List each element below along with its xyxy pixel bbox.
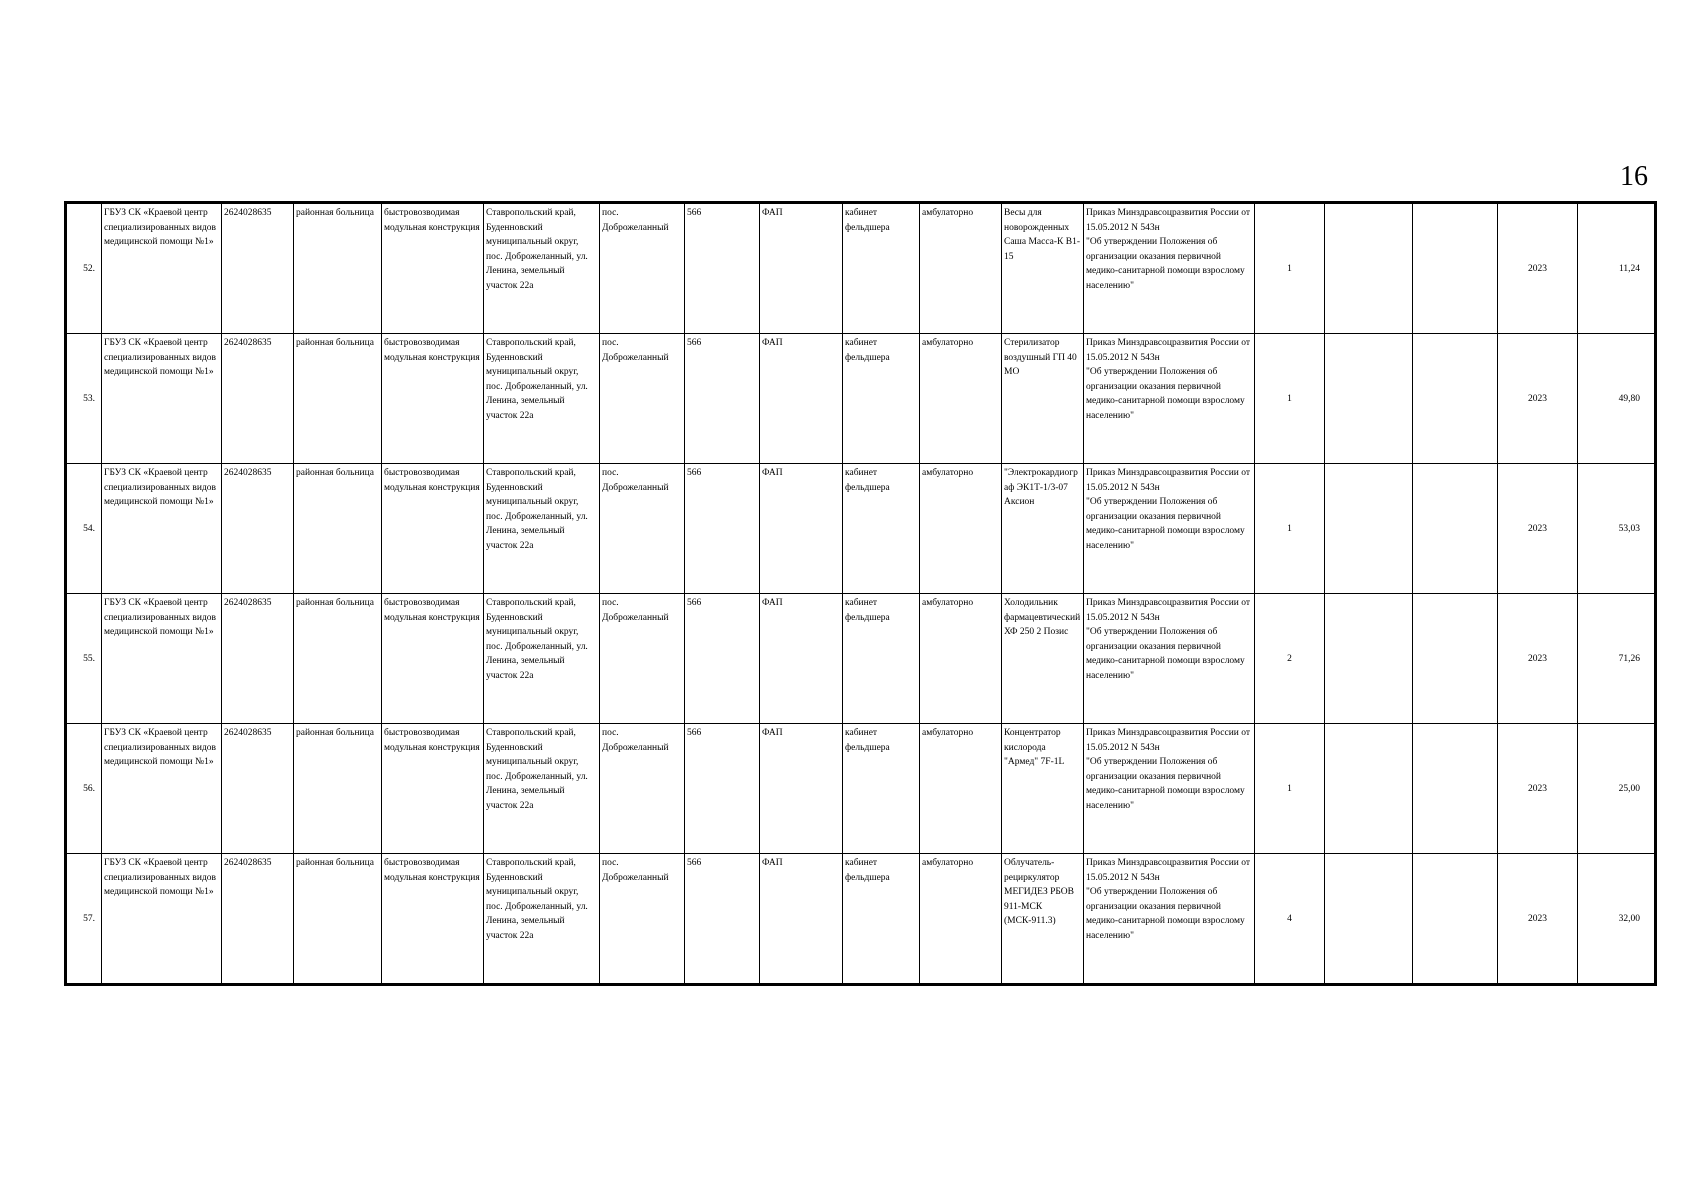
facility-type-cell: районная больница bbox=[294, 334, 382, 464]
room-cell: кабинет фельдшера bbox=[843, 594, 920, 724]
population-cell: 566 bbox=[685, 594, 760, 724]
room-cell: кабинет фельдшера bbox=[843, 203, 920, 334]
year-cell: 2023 bbox=[1498, 724, 1578, 854]
institution-cell: ГБУЗ СК «Краевой центр специализированных видов медицинской помощи №1» bbox=[102, 724, 222, 854]
row-number-cell: 54. bbox=[66, 464, 102, 594]
population-cell: 566 bbox=[685, 203, 760, 334]
row-number-cell: 52. bbox=[66, 203, 102, 334]
population-cell: 566 bbox=[685, 724, 760, 854]
care-mode-cell: амбулаторно bbox=[920, 203, 1002, 334]
inn-cell: 2624028635 bbox=[222, 203, 294, 334]
population-cell: 566 bbox=[685, 334, 760, 464]
empty-cell bbox=[1325, 334, 1413, 464]
institution-cell: ГБУЗ СК «Краевой центр специализированных видов медицинской помощи №1» bbox=[102, 203, 222, 334]
inn-cell: 2624028635 bbox=[222, 334, 294, 464]
unit-cell: ФАП bbox=[760, 594, 843, 724]
inn-cell: 2624028635 bbox=[222, 464, 294, 594]
empty-cell bbox=[1325, 854, 1413, 985]
room-cell: кабинет фельдшера bbox=[843, 464, 920, 594]
table-row bbox=[66, 724, 1656, 854]
inn-cell: 2624028635 bbox=[222, 854, 294, 985]
settlement-cell: пос. Доброжеланный bbox=[600, 724, 685, 854]
page-number: 16 bbox=[1620, 161, 1648, 192]
table-row bbox=[66, 334, 1656, 464]
inn-cell: 2624028635 bbox=[222, 594, 294, 724]
table-row bbox=[66, 594, 1656, 724]
equipment-name-cell: Холодильник фармацевтический ХФ 250 2 Позис bbox=[1002, 594, 1084, 724]
equipment-name-cell: Стерилизатор воздушный ГП 40 МО bbox=[1002, 334, 1084, 464]
construction-type-cell: быстровозводимая модульная конструкция bbox=[382, 464, 484, 594]
empty-cell bbox=[1325, 724, 1413, 854]
empty-cell bbox=[1325, 203, 1413, 334]
regulation-cell: Приказ Минздравсоцразвития России от 15.05.2012 N 543н "Об утверждении Положения об организации оказания первичной медико-санитарной помощи взрослому населению" bbox=[1084, 203, 1255, 334]
regulation-cell: Приказ Минздравсоцразвития России от 15.05.2012 N 543н "Об утверждении Положения об организации оказания первичной медико-санитарной помощи взрослому населению" bbox=[1084, 464, 1255, 594]
quantity-cell: 1 bbox=[1255, 724, 1325, 854]
unit-cell: ФАП bbox=[760, 203, 843, 334]
address-cell: Ставропольский край, Буденновский муниципальный округ, пос. Доброжеланный, ул. Ленина, земельный участок 22а bbox=[484, 464, 600, 594]
settlement-cell: пос. Доброжеланный bbox=[600, 464, 685, 594]
facility-type-cell: районная больница bbox=[294, 203, 382, 334]
quantity-cell: 4 bbox=[1255, 854, 1325, 985]
empty-cell bbox=[1413, 854, 1498, 985]
construction-type-cell: быстровозводимая модульная конструкция bbox=[382, 724, 484, 854]
table-row bbox=[66, 854, 1656, 985]
year-cell: 2023 bbox=[1498, 594, 1578, 724]
construction-type-cell: быстровозводимая модульная конструкция bbox=[382, 334, 484, 464]
equipment-name-cell: Концентратор кислорода "Армед" 7F-1L bbox=[1002, 724, 1084, 854]
empty-cell bbox=[1413, 203, 1498, 334]
table-row bbox=[66, 464, 1656, 594]
institution-cell: ГБУЗ СК «Краевой центр специализированных видов медицинской помощи №1» bbox=[102, 854, 222, 985]
amount-cell: 49,80 bbox=[1578, 334, 1656, 464]
equipment-name-cell: Облучатель-рециркулятор МЕГИДЕЗ РБОВ 911-МСК (МСК-911.3) bbox=[1002, 854, 1084, 985]
population-cell: 566 bbox=[685, 464, 760, 594]
address-cell: Ставропольский край, Буденновский муниципальный округ, пос. Доброжеланный, ул. Ленина, земельный участок 22а bbox=[484, 854, 600, 985]
empty-cell bbox=[1413, 334, 1498, 464]
care-mode-cell: амбулаторно bbox=[920, 854, 1002, 985]
settlement-cell: пос. Доброжеланный bbox=[600, 854, 685, 985]
settlement-cell: пос. Доброжеланный bbox=[600, 203, 685, 334]
construction-type-cell: быстровозводимая модульная конструкция bbox=[382, 594, 484, 724]
regulation-cell: Приказ Минздравсоцразвития России от 15.05.2012 N 543н "Об утверждении Положения об организации оказания первичной медико-санитарной помощи взрослому населению" bbox=[1084, 854, 1255, 985]
room-cell: кабинет фельдшера bbox=[843, 334, 920, 464]
quantity-cell: 1 bbox=[1255, 203, 1325, 334]
equipment-name-cell: Весы для новорожденных Саша Масса-К В1-15 bbox=[1002, 203, 1084, 334]
settlement-cell: пос. Доброжеланный bbox=[600, 334, 685, 464]
year-cell: 2023 bbox=[1498, 203, 1578, 334]
care-mode-cell: амбулаторно bbox=[920, 464, 1002, 594]
construction-type-cell: быстровозводимая модульная конструкция bbox=[382, 854, 484, 985]
quantity-cell: 1 bbox=[1255, 334, 1325, 464]
regulation-cell: Приказ Минздравсоцразвития России от 15.05.2012 N 543н "Об утверждении Положения об организации оказания первичной медико-санитарной помощи взрослому населению" bbox=[1084, 724, 1255, 854]
year-cell: 2023 bbox=[1498, 854, 1578, 985]
row-number-cell: 55. bbox=[66, 594, 102, 724]
empty-cell bbox=[1413, 594, 1498, 724]
unit-cell: ФАП bbox=[760, 334, 843, 464]
population-cell: 566 bbox=[685, 854, 760, 985]
equipment-table bbox=[64, 201, 1657, 986]
facility-type-cell: районная больница bbox=[294, 854, 382, 985]
facility-type-cell: районная больница bbox=[294, 724, 382, 854]
room-cell: кабинет фельдшера bbox=[843, 854, 920, 985]
address-cell: Ставропольский край, Буденновский муниципальный округ, пос. Доброжеланный, ул. Ленина, земельный участок 22а bbox=[484, 203, 600, 334]
quantity-cell: 2 bbox=[1255, 594, 1325, 724]
unit-cell: ФАП bbox=[760, 464, 843, 594]
inn-cell: 2624028635 bbox=[222, 724, 294, 854]
facility-type-cell: районная больница bbox=[294, 594, 382, 724]
quantity-cell: 1 bbox=[1255, 464, 1325, 594]
care-mode-cell: амбулаторно bbox=[920, 594, 1002, 724]
amount-cell: 25,00 bbox=[1578, 724, 1656, 854]
room-cell: кабинет фельдшера bbox=[843, 724, 920, 854]
address-cell: Ставропольский край, Буденновский муниципальный округ, пос. Доброжеланный, ул. Ленина, земельный участок 22а bbox=[484, 334, 600, 464]
address-cell: Ставропольский край, Буденновский муниципальный округ, пос. Доброжеланный, ул. Ленина, земельный участок 22а bbox=[484, 724, 600, 854]
amount-cell: 11,24 bbox=[1578, 203, 1656, 334]
amount-cell: 53,03 bbox=[1578, 464, 1656, 594]
empty-cell bbox=[1413, 464, 1498, 594]
regulation-cell: Приказ Минздравсоцразвития России от 15.05.2012 N 543н "Об утверждении Положения об организации оказания первичной медико-санитарной помощи взрослому населению" bbox=[1084, 334, 1255, 464]
amount-cell: 71,26 bbox=[1578, 594, 1656, 724]
construction-type-cell: быстровозводимая модульная конструкция bbox=[382, 203, 484, 334]
regulation-cell: Приказ Минздравсоцразвития России от 15.05.2012 N 543н "Об утверждении Положения об организации оказания первичной медико-санитарной помощи взрослому населению" bbox=[1084, 594, 1255, 724]
unit-cell: ФАП bbox=[760, 724, 843, 854]
facility-type-cell: районная больница bbox=[294, 464, 382, 594]
institution-cell: ГБУЗ СК «Краевой центр специализированных видов медицинской помощи №1» bbox=[102, 334, 222, 464]
unit-cell: ФАП bbox=[760, 854, 843, 985]
address-cell: Ставропольский край, Буденновский муниципальный округ, пос. Доброжеланный, ул. Ленина, земельный участок 22а bbox=[484, 594, 600, 724]
institution-cell: ГБУЗ СК «Краевой центр специализированных видов медицинской помощи №1» bbox=[102, 594, 222, 724]
table-row bbox=[66, 203, 1656, 334]
row-number-cell: 56. bbox=[66, 724, 102, 854]
year-cell: 2023 bbox=[1498, 334, 1578, 464]
amount-cell: 32,00 bbox=[1578, 854, 1656, 985]
row-number-cell: 53. bbox=[66, 334, 102, 464]
settlement-cell: пос. Доброжеланный bbox=[600, 594, 685, 724]
institution-cell: ГБУЗ СК «Краевой центр специализированных видов медицинской помощи №1» bbox=[102, 464, 222, 594]
empty-cell bbox=[1325, 594, 1413, 724]
row-number-cell: 57. bbox=[66, 854, 102, 985]
care-mode-cell: амбулаторно bbox=[920, 724, 1002, 854]
equipment-name-cell: "Электрокардиограф ЭК1Т-1/3-07 Аксион bbox=[1002, 464, 1084, 594]
care-mode-cell: амбулаторно bbox=[920, 334, 1002, 464]
year-cell: 2023 bbox=[1498, 464, 1578, 594]
empty-cell bbox=[1325, 464, 1413, 594]
empty-cell bbox=[1413, 724, 1498, 854]
